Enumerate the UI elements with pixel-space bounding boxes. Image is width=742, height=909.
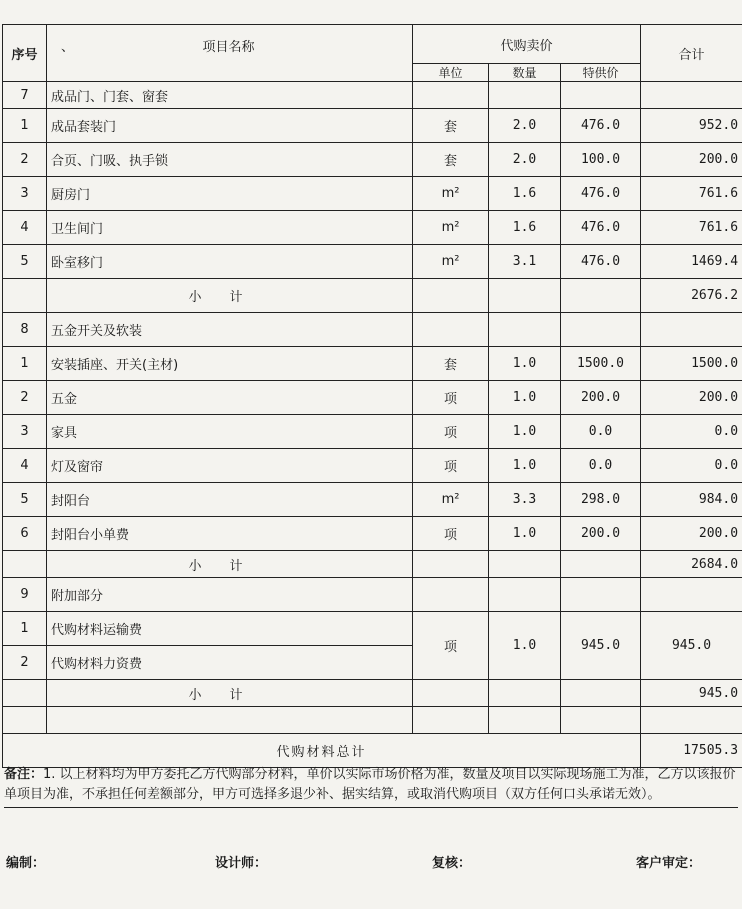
- item-name: 封阳台: [47, 483, 413, 517]
- item-price: 945.0: [561, 612, 641, 680]
- subtotal-value: 945.0: [641, 680, 742, 707]
- item-price: 298.0: [561, 483, 641, 517]
- item-qty: 3.3: [489, 483, 561, 517]
- item-name: 合页、门吸、执手锁: [47, 143, 413, 177]
- item-unit: 项: [413, 517, 489, 551]
- item-name: 卧室移门: [47, 245, 413, 279]
- header-row: [3, 25, 742, 64]
- item-unit: m²: [413, 483, 489, 517]
- item-name: 灯及窗帘: [47, 449, 413, 483]
- item-no: 5: [3, 483, 47, 517]
- item-price: 0.0: [561, 449, 641, 483]
- section-no: 7: [3, 82, 47, 109]
- grand-total-value: 17505.3: [641, 734, 742, 768]
- header-price: 特供价: [561, 64, 641, 82]
- item-name: 卫生间门: [47, 211, 413, 245]
- item-no: 1: [3, 347, 47, 381]
- subtotal-label: 小计: [47, 551, 413, 578]
- item-unit: m²: [413, 245, 489, 279]
- header-name-cell: [47, 25, 413, 82]
- customer-approval-label: 客户审定：: [636, 856, 702, 871]
- table-row: [3, 143, 742, 177]
- item-qty: 1.6: [489, 211, 561, 245]
- item-price: 0.0: [561, 415, 641, 449]
- item-qty: 1.0: [489, 449, 561, 483]
- table-row: [3, 177, 742, 211]
- item-total: 761.6: [641, 177, 742, 211]
- item-no: 1: [3, 109, 47, 143]
- table-row: [3, 381, 742, 415]
- item-total: 0.0: [641, 449, 742, 483]
- remarks-label: 备注：: [4, 767, 44, 782]
- table-row: [3, 517, 742, 551]
- table-row: [3, 449, 742, 483]
- item-no: 2: [3, 143, 47, 177]
- item-unit: m²: [413, 177, 489, 211]
- item-name: 五金: [47, 381, 413, 415]
- item-name: 厨房门: [47, 177, 413, 211]
- table-row: [3, 612, 742, 646]
- item-total: 200.0: [641, 143, 742, 177]
- item-unit: 套: [413, 109, 489, 143]
- grand-total-row: [3, 734, 742, 768]
- header-seq: 序号: [3, 25, 47, 82]
- grand-total-label: 代购材料总计: [3, 734, 641, 768]
- item-no: 6: [3, 517, 47, 551]
- item-total: 200.0: [641, 381, 742, 415]
- item-price: 476.0: [561, 211, 641, 245]
- item-total: 952.0: [641, 109, 742, 143]
- item-qty: 1.6: [489, 177, 561, 211]
- item-price: 200.0: [561, 381, 641, 415]
- item-qty: 1.0: [489, 415, 561, 449]
- table-row: [3, 245, 742, 279]
- item-total: 0.0: [641, 415, 742, 449]
- item-price: 476.0: [561, 109, 641, 143]
- header-qty: 数量: [489, 64, 561, 82]
- section-row: [3, 578, 742, 612]
- reviewer-label: 复核：: [432, 856, 472, 871]
- subtotal-value: 2684.0: [641, 551, 742, 578]
- material-quotation-table: [2, 24, 742, 768]
- section-no: 9: [3, 578, 47, 612]
- subtotal-label: 小计: [47, 680, 413, 707]
- designer-label: 设计师：: [215, 856, 268, 871]
- signature-footer: [0, 852, 742, 876]
- item-no: 3: [3, 177, 47, 211]
- remarks: [4, 765, 738, 808]
- item-total: 1469.4: [641, 245, 742, 279]
- item-no: 5: [3, 245, 47, 279]
- item-unit: m²: [413, 211, 489, 245]
- table-row: [3, 483, 742, 517]
- section-row: [3, 82, 742, 109]
- header-unit: 单位: [413, 64, 489, 82]
- item-total: 984.0: [641, 483, 742, 517]
- editor-label: 编制：: [6, 856, 46, 871]
- item-name: 成品套装门: [47, 109, 413, 143]
- remarks-text: 1. 以上材料均为甲方委托乙方代购部分材料，单价以实际市场价格为准，数量及项目以实际现场施工为准，乙方以该报价单项目为准，不承担任何差额部分，甲方可选择多退少补、据实结算，或取消代购项目（双方任何口头承诺无效）。: [4, 767, 736, 802]
- item-name: 安装插座、开关(主材): [47, 347, 413, 381]
- table-row: [3, 109, 742, 143]
- item-qty: 2.0: [489, 143, 561, 177]
- item-name: 家具: [47, 415, 413, 449]
- item-no: 2: [3, 646, 47, 680]
- item-no: 3: [3, 415, 47, 449]
- subtotal-row: [3, 551, 742, 578]
- table-row: [3, 211, 742, 245]
- section-title: 五金开关及软装: [47, 313, 413, 347]
- item-price: 100.0: [561, 143, 641, 177]
- header-total: 合计: [641, 25, 742, 82]
- section-title: 附加部分: [47, 578, 413, 612]
- header-mark: 、: [61, 39, 75, 55]
- item-no: 2: [3, 381, 47, 415]
- item-unit: 套: [413, 347, 489, 381]
- item-qty: 1.0: [489, 381, 561, 415]
- subtotal-row: [3, 279, 742, 313]
- table-row: [3, 347, 742, 381]
- item-no: 4: [3, 449, 47, 483]
- item-name: 代购材料力资费: [47, 646, 413, 680]
- item-unit: 项: [413, 612, 489, 680]
- item-total: 761.6: [641, 211, 742, 245]
- item-name: 代购材料运输费: [47, 612, 413, 646]
- item-qty: 1.0: [489, 517, 561, 551]
- item-price: 476.0: [561, 245, 641, 279]
- item-total: 945.0: [641, 612, 742, 680]
- header-group: 代购卖价: [413, 25, 641, 64]
- section-row: [3, 313, 742, 347]
- item-total: 1500.0: [641, 347, 742, 381]
- item-unit: 项: [413, 381, 489, 415]
- item-unit: 套: [413, 143, 489, 177]
- subtotal-label: 小计: [47, 279, 413, 313]
- subtotal-row: [3, 680, 742, 707]
- item-price: 1500.0: [561, 347, 641, 381]
- subtotal-value: 2676.2: [641, 279, 742, 313]
- item-price: 476.0: [561, 177, 641, 211]
- item-qty: 1.0: [489, 347, 561, 381]
- item-qty: 2.0: [489, 109, 561, 143]
- header-name: 项目名称: [202, 39, 255, 55]
- item-no: 1: [3, 612, 47, 646]
- item-unit: 项: [413, 449, 489, 483]
- item-no: 4: [3, 211, 47, 245]
- item-qty: 3.1: [489, 245, 561, 279]
- item-unit: 项: [413, 415, 489, 449]
- item-total: 200.0: [641, 517, 742, 551]
- item-qty: 1.0: [489, 612, 561, 680]
- section-no: 8: [3, 313, 47, 347]
- table-row: [3, 415, 742, 449]
- item-name: 封阳台小单费: [47, 517, 413, 551]
- blank-row: [3, 707, 742, 734]
- item-price: 200.0: [561, 517, 641, 551]
- section-title: 成品门、门套、窗套: [47, 82, 413, 109]
